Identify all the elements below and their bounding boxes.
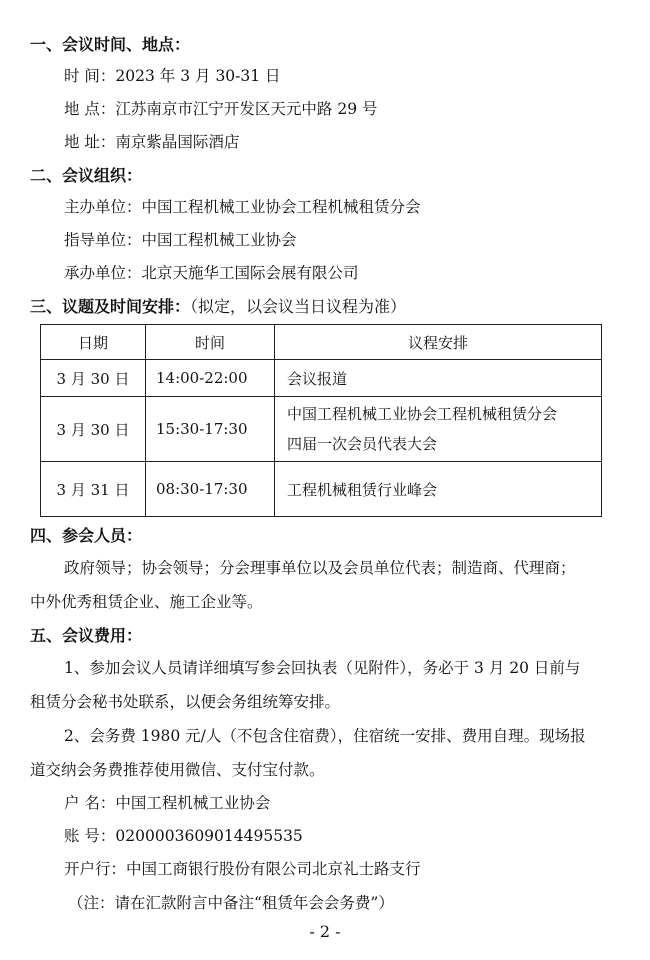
agenda-table (40, 324, 602, 517)
account-bank: 开户行：中国工商银行股份有限公司北京礼士路支行 (64, 860, 421, 878)
row-date: 3 月 31 日 (41, 462, 146, 517)
table-header-row (41, 325, 602, 360)
fee-paragraph-1 (30, 651, 622, 719)
header-date: 日期 (41, 325, 146, 360)
section-4-heading: 四、参会人员： (30, 526, 143, 545)
undertaker: 承办单位：北京天施华工国际会展有限公司 (64, 264, 359, 282)
table-row (41, 462, 602, 517)
remittance-note: （注：请在汇款附言中备注“租赁年会会务费”） (68, 894, 394, 912)
fee-paragraph-2 (30, 719, 622, 787)
paragraph-line: 2、会务费 1980 元/人（不包含住宿费），住宿统一安排、费用自理。现场报 (64, 727, 586, 745)
section-1-heading: 一、会议时间、地点： (30, 35, 191, 54)
row-time: 08:30-17:30 (146, 462, 275, 517)
attendees-paragraph (30, 551, 622, 619)
agenda-line: 中国工程机械工业协会工程机械租赁分会 (287, 405, 558, 423)
organizer: 主办单位：中国工程机械工业协会工程机械租赁分会 (64, 198, 421, 216)
section-3-heading (30, 292, 622, 322)
agenda-line: 四届一次会员代表大会 (287, 435, 438, 453)
section-3-note: （拟定，以会议当日议程为准） (190, 297, 407, 316)
agenda-line: 会议报道 (287, 369, 348, 388)
account-name: 户 名：中国工程机械工业协会 (64, 794, 271, 812)
meeting-address: 地 址：南京紫晶国际酒店 (64, 133, 240, 151)
paragraph-line: 道交纳会务费推荐使用微信、支付宝付款。 (30, 761, 325, 779)
page-number: - 2 - (309, 922, 341, 941)
row-time: 14:00-22:00 (146, 360, 275, 397)
section-3-title: 三、议题及时间安排： (30, 297, 191, 316)
meeting-time: 时 间：2023 年 3 月 30-31 日 (64, 67, 281, 85)
row-time: 15:30-17:30 (146, 397, 275, 462)
row-date: 3 月 30 日 (41, 360, 146, 397)
account-number: 账 号：0200003609014495535 (64, 827, 303, 845)
header-agenda: 议程安排 (275, 325, 602, 360)
table-row (41, 360, 602, 397)
header-time: 时间 (146, 325, 275, 360)
paragraph-line: 政府领导；协会领导；分会理事单位以及会员单位代表；制造商、代理商； (64, 559, 576, 577)
section-2-heading: 二、会议组织： (30, 166, 143, 185)
table-row (41, 397, 602, 462)
row-date: 3 月 30 日 (41, 397, 146, 462)
paragraph-line: 1、参加会议人员请详细填写参会回执表（见附件），务必于 3 月 20 日前与 (64, 659, 581, 677)
paragraph-line: 租赁分会秘书处联系，以便会务组统筹安排。 (30, 693, 341, 711)
meeting-place: 地 点：江苏南京市江宁开发区天元中路 29 号 (64, 100, 378, 118)
paragraph-line: 中外优秀租赁企业、施工企业等。 (30, 593, 263, 611)
supervisor: 指导单位：中国工程机械工业协会 (64, 231, 297, 249)
row-agenda (275, 360, 602, 397)
row-agenda (275, 397, 602, 462)
agenda-line: 工程机械租赁行业峰会 (287, 480, 438, 499)
section-5-heading: 五、会议费用： (30, 626, 143, 645)
row-agenda (275, 462, 602, 517)
